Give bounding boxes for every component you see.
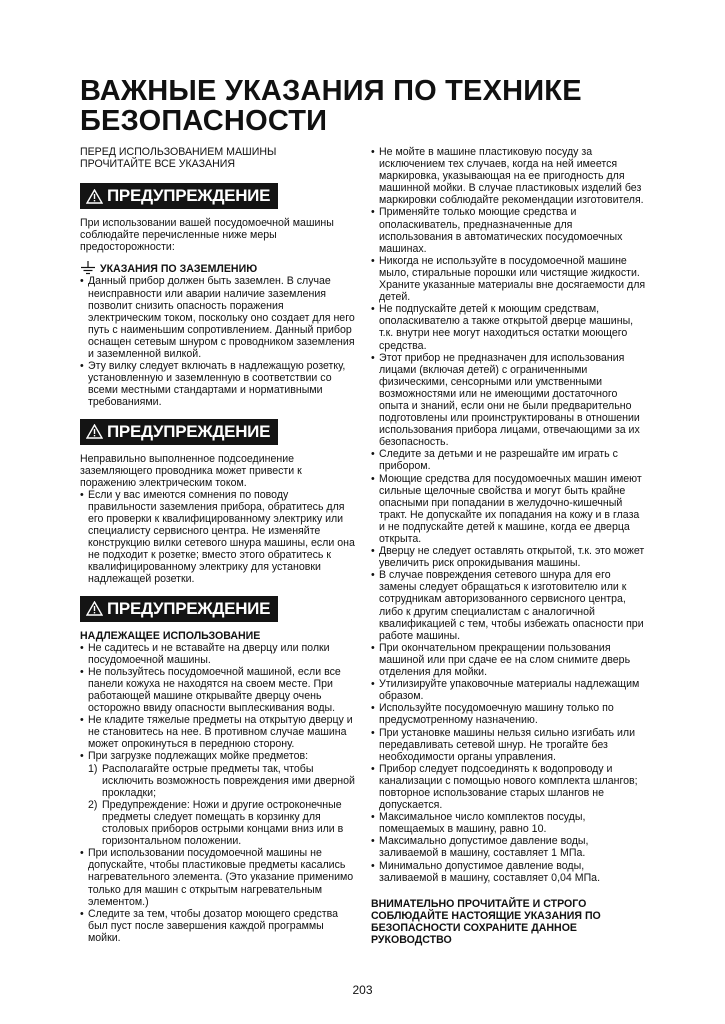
right-list — [371, 146, 646, 884]
list-item: • Максимально допустимое давление воды, заливаемой в машину, составляет 1 МПа. — [371, 835, 646, 859]
list-item: • Не пользуйтесь посудомоечной машиной, если все панели кожуха не находятся на своем месте. При работающей машине открывайте дверцу очень осторожно ввиду опасности выплескивания воды. — [80, 666, 355, 714]
warning-triangle-icon — [86, 189, 103, 204]
numbered-item — [88, 799, 355, 847]
list-item: • Не мойте в машине пластиковую посуду за исключением тех случаев, когда на ней имеется маркировка, указывающая на ее пригодность для машинной мойки. В случае пластиковых изделий без маркировки соблюдайте рекомендации изготовителя. — [371, 146, 646, 206]
list-item: • Этот прибор не предназначен для использования лицами (включая детей) с ограниченными физическими, сенсорными или умственными возможностями или не имеющими достаточного опыта и знаний, если они не были предварительно подготовлены или проинструктированы в отношении использования прибора лицами, отвечающими за их безопасность. — [371, 352, 646, 449]
list-item: • Не кладите тяжелые предметы на открытую дверцу и не становитесь на нее. В противном случае машина может опрокинуться в переднюю сторону. — [80, 714, 355, 750]
loading-steps — [88, 763, 355, 848]
list-item: • Не садитесь и не вставайте на дверцу или полки посудомоечной машины. — [80, 642, 355, 666]
list-item-text: При загрузке подлежащих мойке предметов: — [88, 750, 309, 763]
intro-text — [80, 146, 355, 170]
list-item: • Моющие средства для посудомоечных машин имеют сильные щелочные свойства и могут быть крайне опасными при попадании в желудочно-кишечный тракт. Не допускайте их попадания на кожу и в глаза и не подпускайте детей к машине, когда ее дверца открыта. — [371, 473, 646, 546]
left-column — [80, 146, 355, 954]
step-text: Предупреждение: Ножи и другие остроконечные предметы следует помещать в корзинку для столовых приборов острыми концами вниз или в горизонтальном положении. — [102, 798, 344, 848]
list-item: • При установке машины нельзя сильно изгибать или передавливать сетевой шнур. Не трогайте без необходимости органы управления. — [371, 727, 646, 763]
warning-banner — [80, 596, 278, 622]
list-item: • Эту вилку следует включать в надлежащую розетку, установленную и заземленную в соответствии со всеми местными стандартами и нормативными требованиями. — [80, 360, 355, 408]
list-item — [80, 750, 355, 847]
step-text: Располагайте острые предметы так, чтобы исключить возможность повреждения ими дверной прокладки; — [102, 762, 355, 799]
list-item: • При использовании посудомоечной машины не допускайте, чтобы пластиковые предметы касались нагревательного элемента. (Это указание применимо только для машин с открытым нагревательным элементом.) — [80, 847, 355, 907]
list-item: • В случае повреждения сетевого шнура для его замены следует обращаться к изготовителю или к сотрудникам авторизованного сервисного центра, либо к другим специалистам с аналогичной квалификацией с тем, чтобы избежать опасности при работе машины. — [371, 569, 646, 642]
grounding-heading — [80, 261, 355, 275]
list-item: • Утилизируйте упаковочные материалы надлежащим образом. — [371, 678, 646, 702]
warning-banner — [80, 183, 278, 209]
page-title: ВАЖНЫЕ УКАЗАНИЯ ПО ТЕХНИКЕ БЕЗОПАСНОСТИ — [80, 75, 582, 137]
warning-triangle-icon — [86, 601, 103, 616]
warning-label: ПРЕДУПРЕЖДЕНИЕ — [107, 186, 271, 206]
list-item: • Следите за тем, чтобы дозатор моющего средства был пуст после завершения каждой программы мойки. — [80, 908, 355, 944]
list-item: • Дверцу не следует оставлять открытой, т.к. это может увеличить риск опрокидывания машины. — [371, 545, 646, 569]
grounding-title: УКАЗАНИЯ ПО ЗАЗЕМЛЕНИЮ — [100, 263, 258, 276]
list-item: • При окончательном прекращении пользования машиной или при сдаче ее на слом снимите дверь отделения для мойки. — [371, 642, 646, 678]
proper-use-heading: НАДЛЕЖАЩЕЕ ИСПОЛЬЗОВАНИЕ — [80, 629, 261, 642]
step-number: 2) — [88, 798, 98, 811]
list-item: • Минимально допустимое давление воды, заливаемой в машину, составляет 0,04 МПа. — [371, 860, 646, 884]
intro-line: ПРОЧИТАЙТЕ ВСЕ УКАЗАНИЯ — [80, 158, 236, 171]
ground-icon — [80, 261, 96, 275]
page-number: 203 — [352, 983, 373, 997]
list-item: • Следите за детьми и не разрешайте им играть с прибором. — [371, 448, 646, 472]
numbered-item — [88, 763, 355, 799]
section2-text: Неправильно выполненное подсоединение заземляющего проводника может привести к поражению электрическим током. — [80, 452, 302, 489]
list-item: • Никогда не используйте в посудомоечной машине мыло, стиральные порошки или чистящие жидкости. Храните указанные материалы вне досягаемости для детей. — [371, 255, 646, 303]
warning-label: ПРЕДУПРЕЖДЕНИЕ — [107, 421, 271, 441]
final-note: ВНИМАТЕЛЬНО ПРОЧИТАЙТЕ И СТРОГО СОБЛЮДАЙТЕ НАСТОЯЩИЕ УКАЗАНИЯ ПО БЕЗОПАСНОСТИ СОХРАНИТЕ ДАННОЕ РУКОВОДСТВО — [371, 897, 601, 946]
intro-line: ПЕРЕД ИСПОЛЬЗОВАНИЕМ МАШИНЫ — [80, 146, 277, 158]
list-item: • Если у вас имеются сомнения по поводу правильности заземления прибора, обратитесь для его проверки к квалифицированному электрику или специалисту сервисного центра. Не изменяйте конструкцию вилки сетевого шнура машины, если она не подходит к розетке; вместо этого обратитесь к квалифицированному электрику для установки надлежащей розетки. — [80, 489, 355, 586]
list-item: • Не подпускайте детей к моющим средствам, ополаскивателю а также открытой дверце машины, т.к. внутри нее могут находиться остатки моющего средства. — [371, 303, 646, 351]
list-item: • Прибор следует подсоединять к водопроводу и канализации с помощью нового комплекта шлангов; повторное использование старых шлангов не допускается. — [371, 763, 646, 811]
proper-use-list — [80, 642, 355, 944]
grounding-list — [80, 275, 355, 408]
warning-banner — [80, 419, 278, 445]
warning-triangle-icon — [86, 424, 103, 439]
list-item: • Используйте посудомоечную машину только по предусмотренному назначению. — [371, 702, 646, 726]
list-item: • Данный прибор должен быть заземлен. В случае неисправности или аварии наличие заземления позволит снизить опасность поражения электрическим током, поскольку оно создает для него путь с наименьшим сопротивлением. Данный прибор оснащен сетевым шнуром с проводником заземления и заземленной вилкой. — [80, 275, 355, 360]
list-item: • Применяйте только моющие средства и ополаскиватель, предназначенные для использования в автоматических посудомоечных машинах. — [371, 206, 646, 254]
list-item: • Максимальное число комплектов посуды, помещаемых в машину, равно 10. — [371, 811, 646, 835]
section1-text: При использовании вашей посудомоечной машины соблюдайте перечисленные ниже меры предосторожности: — [80, 217, 334, 254]
right-column — [371, 146, 646, 946]
warning-label: ПРЕДУПРЕЖДЕНИЕ — [107, 598, 271, 618]
section2-list — [80, 489, 355, 586]
step-number: 1) — [88, 762, 98, 775]
